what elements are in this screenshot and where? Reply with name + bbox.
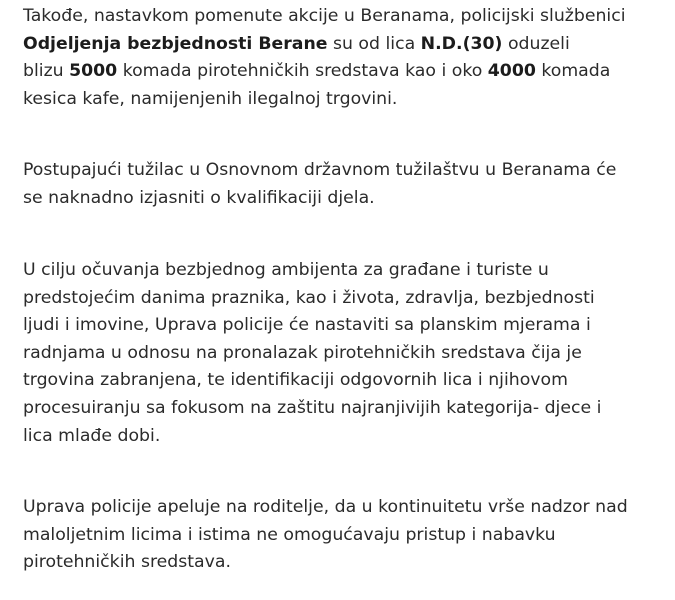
text-line: trgovina zabranjena, te identifikaciji odgovornih lica i njihovom — [23, 370, 568, 391]
text-fragment: komada — [535, 61, 611, 82]
text-line: predstojećim danima praznika, kao i života, zdravlja, bezbjednosti — [23, 287, 595, 308]
text-line: ljudi i imovine, Uprava policije će nastaviti sa planskim mjerama i — [23, 315, 591, 336]
paragraph-seizure — [23, 3, 626, 113]
text-fragment: oduzeli — [502, 33, 570, 54]
paragraph-prosecutor — [23, 157, 616, 212]
text-line: se naknadno izjasniti o kvalifikaciji djela. — [23, 187, 375, 208]
text-line — [23, 58, 626, 86]
text-fragment: blizu — [23, 61, 70, 82]
text-line: U cilju očuvanja bezbjednog ambijenta za građane i turiste u — [23, 260, 549, 280]
text-line: pirotehničkih sredstava. — [23, 552, 231, 573]
text-line: kesica kafe, namijenjenih ilegalnoj trgovini. — [23, 88, 398, 109]
text-line: maloljetnim licima i istima ne omogućavaju pristup i nabavku — [23, 524, 556, 545]
text-line — [23, 31, 626, 59]
text-line: Takođe, nastavkom pomenute akcije u Beranama, policijski službenici — [23, 6, 626, 26]
pyrotechnics-count: 5000 — [69, 61, 118, 82]
text-fragment: su od lica — [327, 33, 421, 54]
suspect-initials: N.D.(30) — [420, 33, 503, 54]
paragraph-police-measures — [23, 257, 601, 450]
paragraph-parents-appeal — [23, 494, 628, 577]
text-line: radnjama u odnosu na pronalazak pirotehničkih sredstava čija je — [23, 342, 582, 363]
text-line: procesuiranju sa fokusom na zaštitu najranjivijih kategorija- djece i — [23, 397, 602, 418]
department-name: Odjeljenja bezbjednosti Berane — [23, 33, 328, 54]
text-line: Postupajući tužilac u Osnovnom državnom tužilaštvu u Beranama će — [23, 160, 617, 180]
text-line: lica mlađe dobi. — [23, 425, 161, 446]
text-line: Uprava policije apeluje na roditelje, da u kontinuitetu vrše nadzor nad — [23, 497, 628, 517]
coffee-bags-count: 4000 — [487, 61, 536, 82]
text-fragment: komada pirotehničkih sredstava kao i oko — [117, 61, 488, 82]
